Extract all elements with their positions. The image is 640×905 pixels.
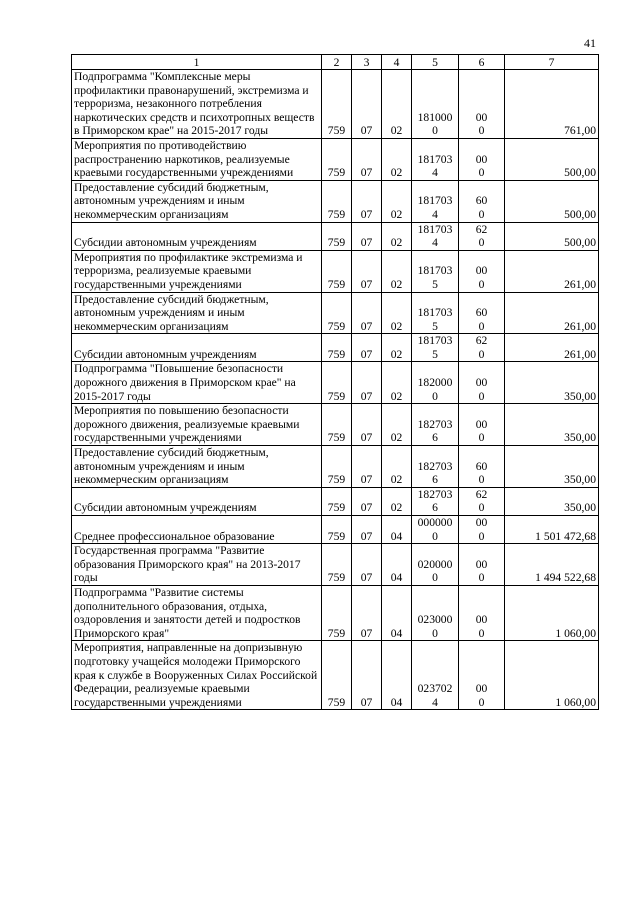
row-subsection-cell: 02 <box>382 138 412 180</box>
code-value: 000 <box>475 376 488 403</box>
code-value: 600 <box>475 306 488 333</box>
row-section-cell: 07 <box>352 362 382 404</box>
row-expense-type-cell <box>459 222 505 250</box>
column-header: 6 <box>459 55 505 70</box>
row-target-code-cell <box>412 334 459 362</box>
row-expense-type-cell <box>459 404 505 446</box>
row-code-cell: 759 <box>322 222 352 250</box>
row-subsection-cell: 02 <box>382 404 412 446</box>
row-amount-cell: 261,00 <box>505 334 599 362</box>
table-row <box>72 641 599 710</box>
row-subsection-cell: 02 <box>382 222 412 250</box>
row-section-cell: 07 <box>352 222 382 250</box>
row-target-code-cell <box>412 292 459 334</box>
table-row <box>72 404 599 446</box>
table-row <box>72 544 599 586</box>
row-section-cell: 07 <box>352 404 382 446</box>
row-name-cell: Субсидии автономным учреждениям <box>72 487 322 515</box>
code-value: 0000000 <box>417 516 453 543</box>
code-value: 000 <box>475 264 488 291</box>
table-row <box>72 487 599 515</box>
code-value: 000 <box>475 613 488 640</box>
code-value: 600 <box>475 194 488 221</box>
row-amount-cell: 350,00 <box>505 362 599 404</box>
row-amount-cell: 500,00 <box>505 222 599 250</box>
row-subsection-cell: 02 <box>382 362 412 404</box>
table-row <box>72 362 599 404</box>
row-name-cell: Государственная программа "Развитие образования Приморского края" на 2013-2017 годы <box>72 544 322 586</box>
table-row <box>72 222 599 250</box>
code-value: 000 <box>475 682 488 709</box>
row-name-cell: Мероприятия по повышению безопасности дорожного движения, реализуемые краевыми государственными учреждениями <box>72 404 322 446</box>
header-row <box>72 55 599 70</box>
row-code-cell: 759 <box>322 544 352 586</box>
row-target-code-cell <box>412 138 459 180</box>
row-expense-type-cell <box>459 516 505 544</box>
table-row <box>72 138 599 180</box>
code-value: 1810000 <box>417 110 453 138</box>
row-subsection-cell: 02 <box>382 334 412 362</box>
row-name-cell: Предоставление субсидий бюджетным, автономным учреждениям и иным некоммерческим организациям <box>72 446 322 488</box>
column-header: 4 <box>382 55 412 70</box>
row-code-cell: 759 <box>322 180 352 222</box>
table-row <box>72 516 599 544</box>
row-target-code-cell <box>412 516 459 544</box>
code-value: 1827036 <box>417 487 453 515</box>
row-name-cell: Подпрограмма "Комплексные меры профилактики правонарушений, экстремизма и терроризма, незаконного потребления наркотических средств и психотропных веществ в Приморском крае" на 2015-2017 годы <box>72 70 322 139</box>
code-value: 1817034 <box>417 194 453 221</box>
column-header: 2 <box>322 55 352 70</box>
code-value: 1817035 <box>417 334 453 361</box>
column-header: 1 <box>72 55 322 70</box>
row-target-code-cell <box>412 487 459 515</box>
row-section-cell: 07 <box>352 585 382 640</box>
row-subsection-cell: 02 <box>382 292 412 334</box>
table-body <box>72 70 599 710</box>
code-value: 1817035 <box>417 306 453 333</box>
code-value: 600 <box>475 459 488 487</box>
row-target-code-cell <box>412 446 459 488</box>
row-expense-type-cell <box>459 250 505 292</box>
row-code-cell: 759 <box>322 446 352 488</box>
row-name-cell: Мероприятия по профилактике экстремизма и терроризма, реализуемые краевыми государственными учреждениями <box>72 250 322 292</box>
code-value: 620 <box>475 222 488 250</box>
row-section-cell: 07 <box>352 446 382 488</box>
row-code-cell: 759 <box>322 641 352 710</box>
column-header: 7 <box>505 55 599 70</box>
table-row <box>72 250 599 292</box>
table-row <box>72 585 599 640</box>
column-header: 3 <box>352 55 382 70</box>
row-subsection-cell: 04 <box>382 516 412 544</box>
code-value: 0230000 <box>417 613 453 640</box>
table-row <box>72 446 599 488</box>
row-section-cell: 07 <box>352 250 382 292</box>
code-value: 1827036 <box>417 459 453 487</box>
row-section-cell: 07 <box>352 292 382 334</box>
row-section-cell: 07 <box>352 544 382 586</box>
budget-table <box>71 54 599 710</box>
row-target-code-cell <box>412 70 459 139</box>
code-value: 1827036 <box>417 417 453 445</box>
row-section-cell: 07 <box>352 641 382 710</box>
row-subsection-cell: 04 <box>382 641 412 710</box>
row-amount-cell: 1 494 522,68 <box>505 544 599 586</box>
row-expense-type-cell <box>459 362 505 404</box>
row-code-cell: 759 <box>322 487 352 515</box>
row-name-cell: Субсидии автономным учреждениям <box>72 222 322 250</box>
row-amount-cell: 350,00 <box>505 487 599 515</box>
row-subsection-cell: 02 <box>382 250 412 292</box>
row-code-cell: 759 <box>322 585 352 640</box>
row-amount-cell: 500,00 <box>505 138 599 180</box>
row-amount-cell: 761,00 <box>505 70 599 139</box>
row-expense-type-cell <box>459 544 505 586</box>
row-expense-type-cell <box>459 446 505 488</box>
row-amount-cell: 500,00 <box>505 180 599 222</box>
code-value: 620 <box>475 487 488 515</box>
row-expense-type-cell <box>459 641 505 710</box>
row-section-cell: 07 <box>352 70 382 139</box>
table-row <box>72 334 599 362</box>
column-header: 5 <box>412 55 459 70</box>
row-target-code-cell <box>412 250 459 292</box>
row-expense-type-cell <box>459 487 505 515</box>
row-code-cell: 759 <box>322 516 352 544</box>
row-target-code-cell <box>412 180 459 222</box>
row-target-code-cell <box>412 404 459 446</box>
code-value: 1817034 <box>417 152 453 180</box>
row-name-cell: Предоставление субсидий бюджетным, автономным учреждениям и иным некоммерческим организациям <box>72 292 322 334</box>
row-name-cell: Среднее профессиональное образование <box>72 516 322 544</box>
code-value: 000 <box>475 516 488 543</box>
row-amount-cell: 1 060,00 <box>505 585 599 640</box>
code-value: 0200000 <box>417 557 453 585</box>
page-number: 41 <box>584 36 596 50</box>
row-expense-type-cell <box>459 138 505 180</box>
row-amount-cell: 350,00 <box>505 446 599 488</box>
row-amount-cell: 261,00 <box>505 250 599 292</box>
row-amount-cell: 1 060,00 <box>505 641 599 710</box>
row-amount-cell: 1 501 472,68 <box>505 516 599 544</box>
row-target-code-cell <box>412 585 459 640</box>
row-name-cell: Мероприятия, направленные на допризывную подготовку учащейся молодежи Приморского края к службе в Вооруженных Силах Российской Федерации, реализуемые краевыми государственными учреждениями <box>72 641 322 710</box>
row-target-code-cell <box>412 362 459 404</box>
row-code-cell: 759 <box>322 138 352 180</box>
row-subsection-cell: 02 <box>382 487 412 515</box>
row-code-cell: 759 <box>322 250 352 292</box>
row-code-cell: 759 <box>322 70 352 139</box>
row-expense-type-cell <box>459 334 505 362</box>
row-code-cell: 759 <box>322 334 352 362</box>
row-section-cell: 07 <box>352 487 382 515</box>
row-code-cell: 759 <box>322 292 352 334</box>
row-code-cell: 759 <box>322 362 352 404</box>
row-section-cell: 07 <box>352 516 382 544</box>
row-code-cell: 759 <box>322 404 352 446</box>
code-value: 000 <box>475 110 488 138</box>
code-value: 1817034 <box>417 222 453 250</box>
row-name-cell: Субсидии автономным учреждениям <box>72 334 322 362</box>
code-value: 0237024 <box>417 682 453 709</box>
row-amount-cell: 261,00 <box>505 292 599 334</box>
table-row <box>72 180 599 222</box>
row-expense-type-cell <box>459 70 505 139</box>
row-name-cell: Предоставление субсидий бюджетным, автономным учреждениям и иным некоммерческим организациям <box>72 180 322 222</box>
row-expense-type-cell <box>459 180 505 222</box>
row-subsection-cell: 04 <box>382 544 412 586</box>
row-expense-type-cell <box>459 585 505 640</box>
row-name-cell: Подпрограмма "Повышение безопасности дорожного движения в Приморском крае" на 2015-2017 годы <box>72 362 322 404</box>
row-section-cell: 07 <box>352 334 382 362</box>
row-section-cell: 07 <box>352 180 382 222</box>
row-name-cell: Мероприятия по противодействию распространению наркотиков, реализуемые краевыми государственными учреждениями <box>72 138 322 180</box>
row-target-code-cell <box>412 641 459 710</box>
row-expense-type-cell <box>459 292 505 334</box>
row-name-cell: Подпрограмма "Развитие системы дополнительного образования, отдыха, оздоровления и занятости детей и подростков Приморского края" <box>72 585 322 640</box>
code-value: 1820000 <box>417 376 453 403</box>
row-section-cell: 07 <box>352 138 382 180</box>
code-value: 000 <box>475 557 488 585</box>
row-subsection-cell: 04 <box>382 585 412 640</box>
code-value: 1817035 <box>417 264 453 291</box>
row-subsection-cell: 02 <box>382 180 412 222</box>
code-value: 000 <box>475 152 488 180</box>
row-amount-cell: 350,00 <box>505 404 599 446</box>
row-subsection-cell: 02 <box>382 446 412 488</box>
table-row <box>72 70 599 139</box>
row-target-code-cell <box>412 222 459 250</box>
table-row <box>72 292 599 334</box>
row-target-code-cell <box>412 544 459 586</box>
code-value: 620 <box>475 334 488 361</box>
code-value: 000 <box>475 417 488 445</box>
row-subsection-cell: 02 <box>382 70 412 139</box>
